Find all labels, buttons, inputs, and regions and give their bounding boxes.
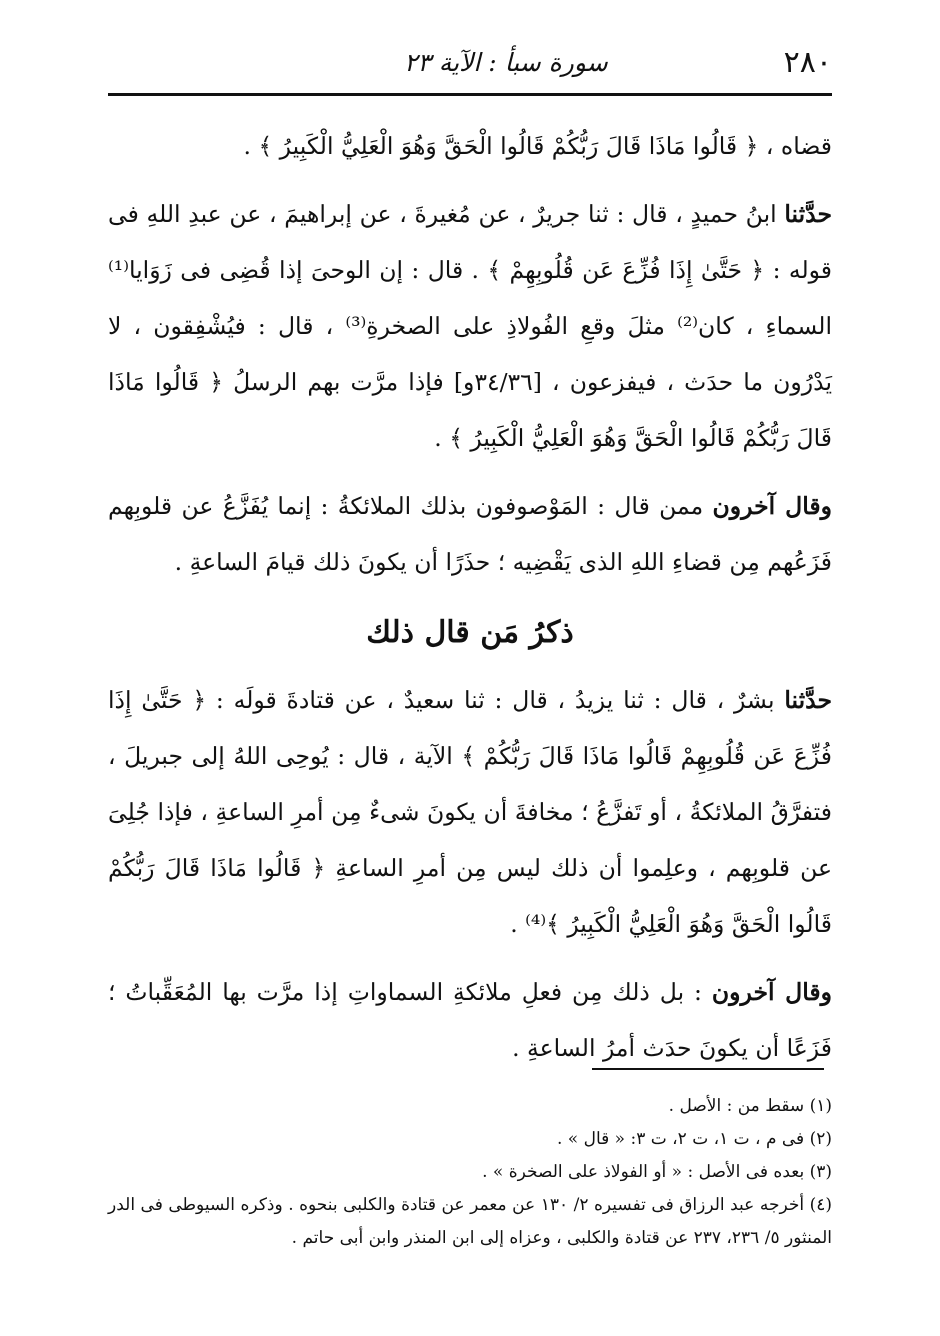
paragraph-5 [108,964,832,1076]
footnote-2: (٢) فى م ، ت ١، ت ٢، ت ٣: « قال » . [556,1129,832,1149]
paragraph-text: ابنُ حميدٍ ، قال : ثنا جريرٌ ، عن مُغيرةَ ، عن إبراهيمَ ، عن عبدِ اللهِ فى قوله : ﴿ حَتَّىٰ إِذَا فُزِّعَ عَن قُلُوبِهِمْ ﴾ . قال : إن الوحىَ إذا قُضِى فى زَوَايا⁽¹⁾ السماءِ ، كان⁽²⁾ مثلَ وقعِ الفُولاذِ على الصخرةِ⁽³⁾ ، قال : فيُشْفِقون ، لا يَدْرُون ما حدَث ، فيفزعون ، [٣٤/٣٦و] فإذا مرَّت بهم الرسلُ ﴿ قَالُوا مَاذَا قَالَ رَبُّكُمْ قَالُوا الْحَقَّ وَهُوَ الْعَلِيُّ الْكَبِيرُ ﴾ . [108,200,832,452]
paragraph-lead: حدَّثنا [784,686,832,714]
paragraph-text: قضاه ، ﴿ قَالُوا مَاذَا قَالَ رَبُّكُمْ قَالُوا الْحَقَّ وَهُوَ الْعَلِيُّ الْكَبِيرُ ﴾ . [243,132,832,160]
paragraph-text: : بل ذلك مِن فعلِ ملائكةِ السماواتِ إذا مرَّت بها المُعَقِّباتُ ؛ فَزَعًا أن يكونَ حدَث أمرُ الساعةِ . [108,978,832,1062]
paragraph-text: بشرٌ ، قال : ثنا يزيدُ ، قال : ثنا سعيدٌ ، عن قتادةَ قولَه : ﴿ حَتَّىٰ إِذَا فُزِّعَ عَن قُلُوبِهِمْ قَالُوا مَاذَا قَالَ رَبُّكُمْ ﴾ الآية ، قال : يُوحِى اللهُ إلى جبريلَ ، فتفرَّقُ الملائكةُ ، أو تَفزَّعُ ؛ مخافةَ أن يكونَ شىءٌ مِن أمرِ الساعةِ ، فإذا جُلِىَ عن قلوبِهم ، وعلِموا أن ذلك ليس مِن أمرِ الساعةِ ﴿ قَالُوا مَاذَا قَالَ رَبُّكُمْ قَالُوا الْحَقَّ وَهُوَ الْعَلِيُّ الْكَبِيرُ ﴾⁽⁴⁾ . [108,686,832,938]
paragraph-1 [108,118,832,174]
paragraph-3 [108,478,832,590]
paragraph-4 [108,672,832,952]
footnotes [108,1090,832,1255]
header-rule [108,93,832,96]
paragraph-lead: وقال آخرون [712,492,832,520]
paragraph-2 [108,186,832,466]
page-number: ٢٨٠ [783,44,832,80]
paragraph-text: ممن قال : المَوْصوفون بذلك الملائكةُ : إنما يُفَزَّعُ عن قلوبِهم فَزَعُهم مِن قضاءِ اللهِ الذى يَقْضِيه ؛ حذَرًا أن يكونَ ذلك قيامَ الساعةِ . [108,492,832,576]
footnote-4: (٤) أخرجه عبد الرزاق فى تفسيره ٢/ ١٣٠ عن معمر عن قتادة والكلبى بنحوه . وذكره السيوطى فى الدر المنثور ٥/ ٢٣٦، ٢٣٧ عن قتادة والكلبى ، وعزاه إلى ابن المنذر وابن أبى حاتم . [108,1195,832,1248]
paragraph-lead: وقال آخرون [711,978,832,1006]
footnote-1: (١) سقط من : الأصل . [668,1096,832,1116]
running-title: سورة سبأ : الآية ٢٣ [403,47,608,77]
footnote-rule [592,1068,824,1070]
main-text [108,118,832,1088]
footnote-3: (٣) بعده فى الأصل : « أو الفولاذ على الصخرة » . [482,1162,832,1182]
page-header [108,42,832,82]
paragraph-lead: حدَّثنا [784,200,832,228]
section-heading: ذكرُ مَن قال ذلك [366,615,574,650]
